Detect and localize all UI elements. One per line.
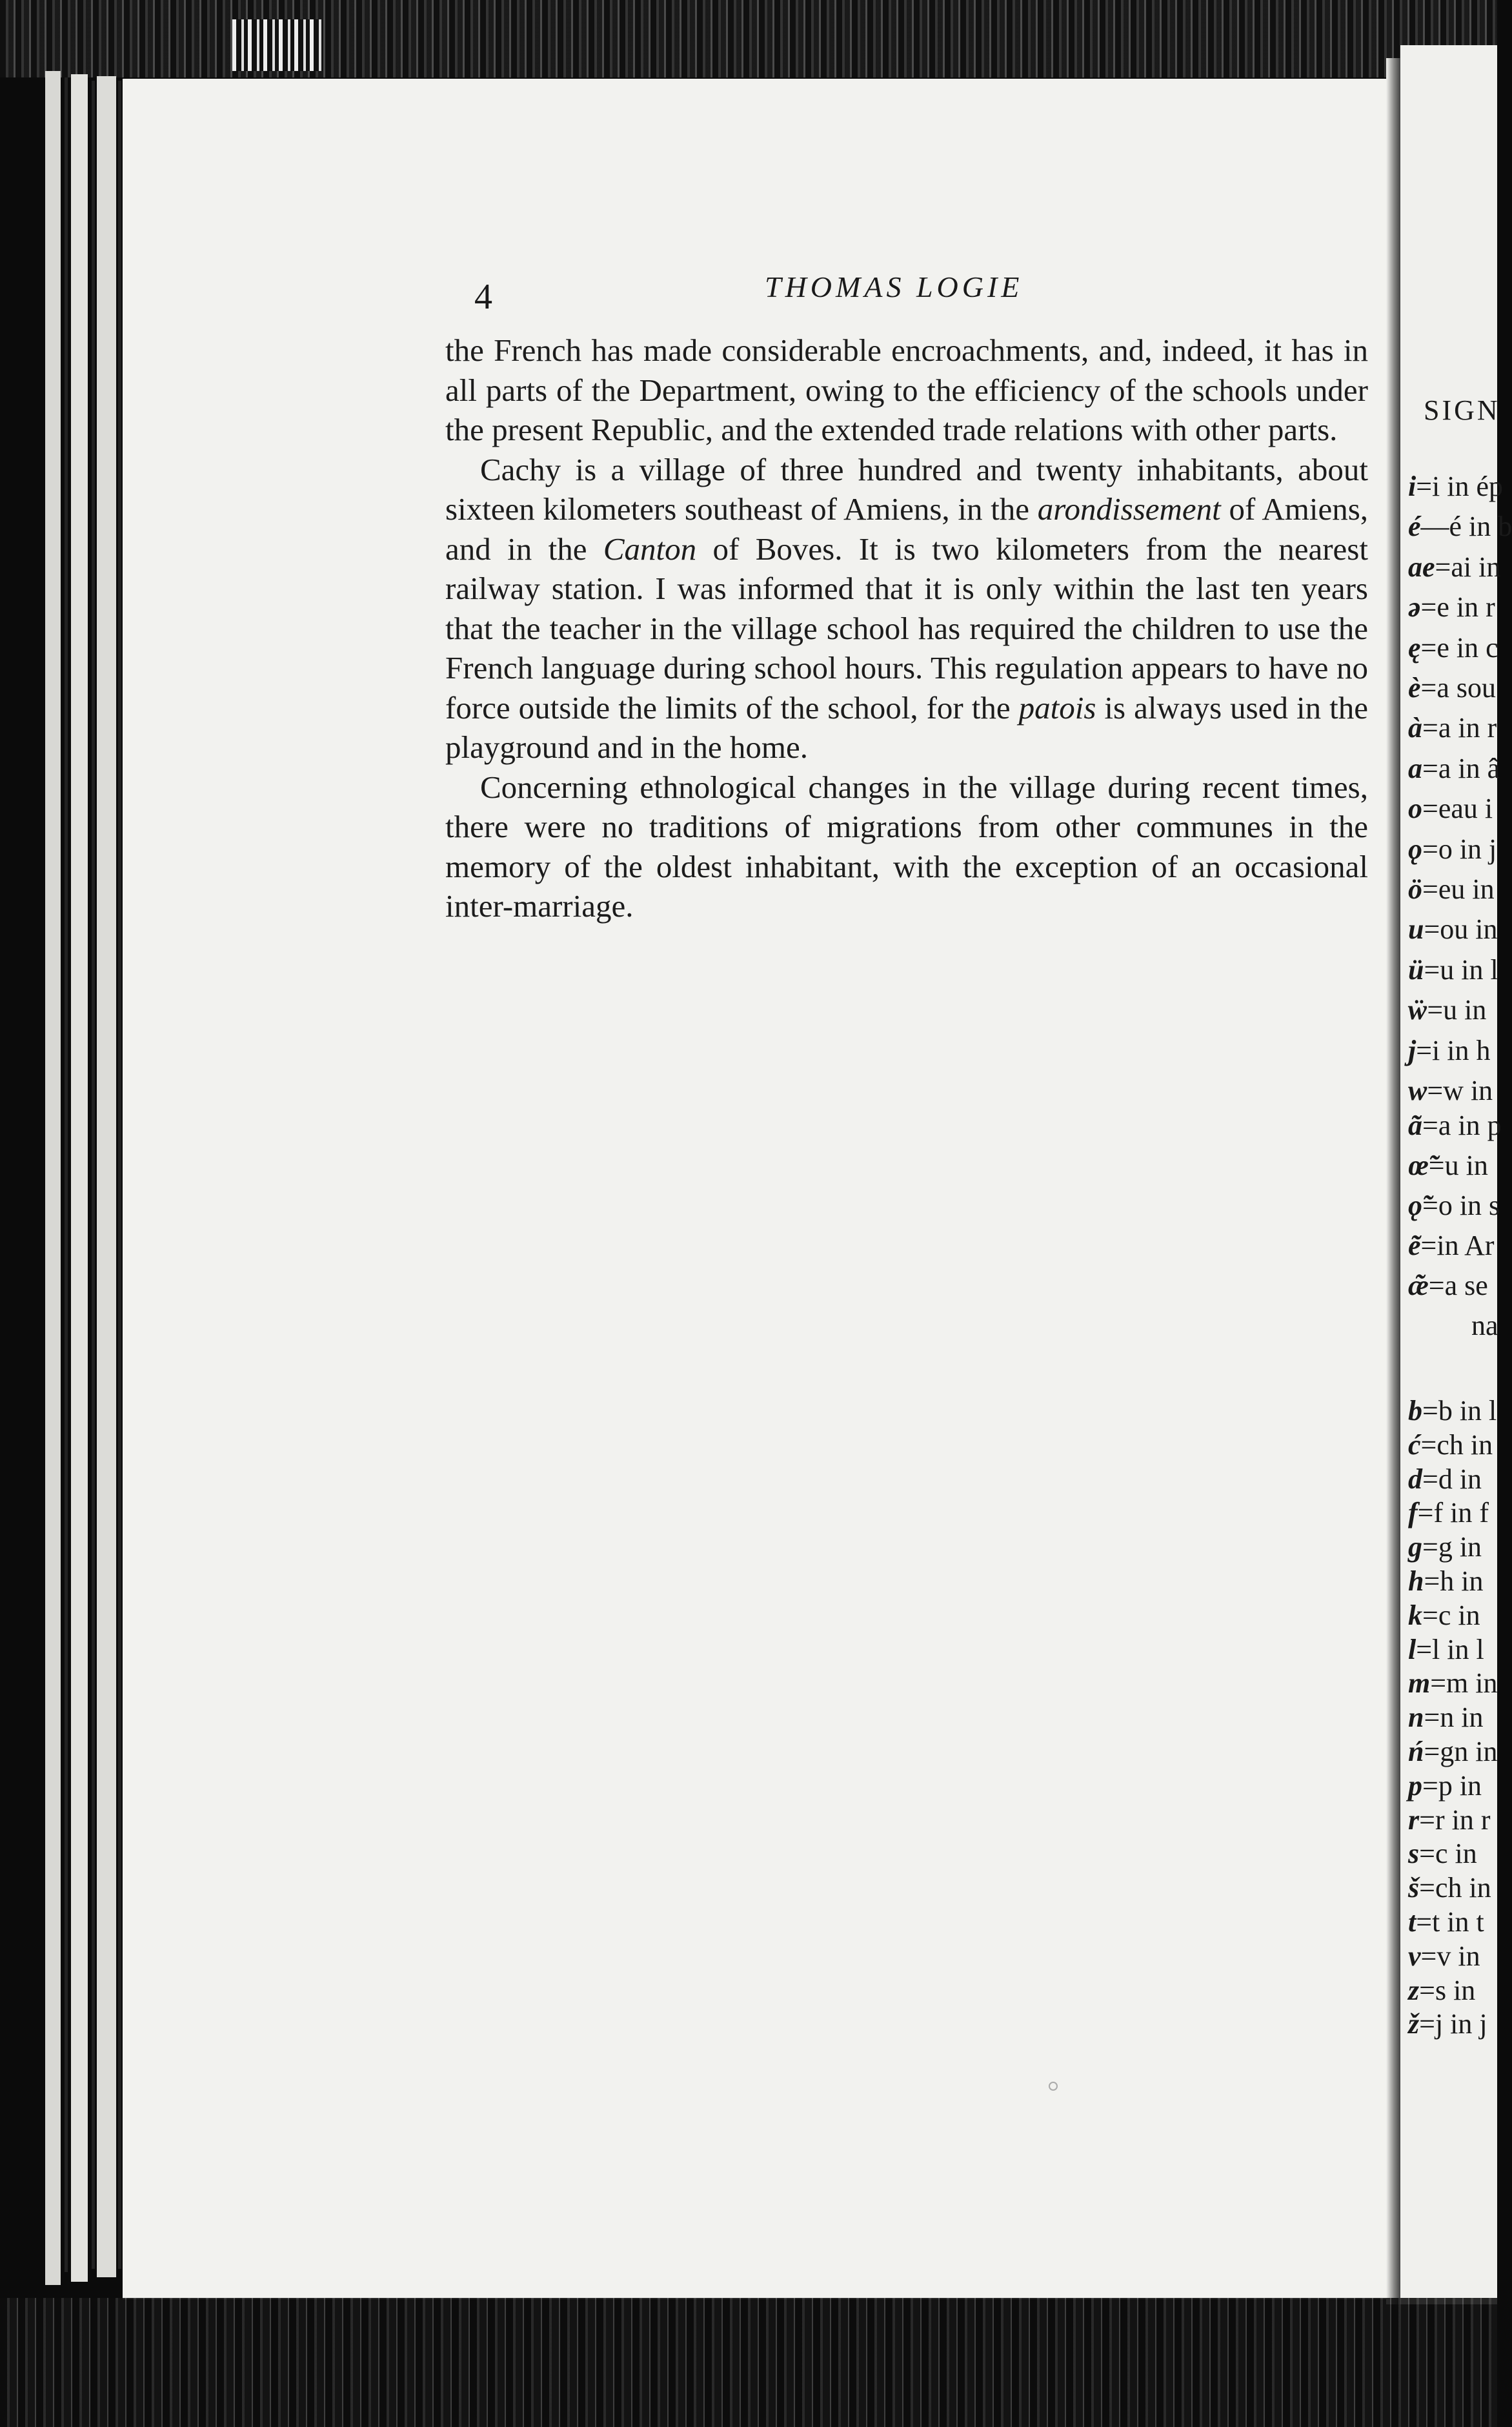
phonetic-sign: v (1408, 1940, 1421, 1972)
sign-row (1408, 1599, 1480, 1632)
sign-description: =a sou (1420, 672, 1496, 704)
sign-description: =s in (1419, 1974, 1476, 2006)
phonetic-sign: ń (1408, 1736, 1424, 1767)
facing-page-heading: SIGN (1424, 394, 1500, 426)
sign-row (1408, 993, 1486, 1026)
sign-row (1408, 873, 1495, 906)
sign-description: =v in (1420, 1940, 1480, 1972)
phonetic-sign: æ̃ (1408, 1270, 1429, 1301)
phonetic-sign: g (1408, 1531, 1422, 1563)
phonetic-sign: ã (1408, 1110, 1422, 1141)
phonetic-sign: ae (1408, 551, 1435, 583)
phonetic-sign: p (1408, 1769, 1422, 1802)
sign-description: =e in r (1420, 591, 1495, 624)
phonetic-sign: œ̃ (1408, 1150, 1429, 1181)
phonetic-sign: b (1408, 1395, 1422, 1427)
sign-row (1408, 1269, 1488, 1302)
phonetic-sign: ǫ̃ (1408, 1190, 1422, 1221)
phonetic-sign: m (1408, 1667, 1431, 1700)
sign-row (1408, 711, 1497, 744)
phonetic-sign: l (1408, 1633, 1416, 1665)
scanner-noise-bottom (0, 2298, 1497, 2427)
phonetic-sign: s (1408, 1838, 1420, 1870)
sign-description: =r in r (1419, 1803, 1491, 1836)
sign-description: =d in (1422, 1463, 1482, 1495)
sign-row (1408, 1463, 1482, 1496)
sign-description: =p in (1422, 1769, 1482, 1802)
phonetic-sign: ə (1408, 591, 1421, 624)
page-number: 4 (474, 277, 492, 317)
sign-description: =ou in (1424, 913, 1498, 946)
phonetic-sign: è (1408, 672, 1421, 704)
sign-row (1408, 2007, 1487, 2040)
sign-row (1408, 551, 1500, 584)
sign-row (1408, 833, 1497, 866)
phonetic-sign: ž (1408, 2008, 1420, 2040)
phonetic-sign: t (1408, 1906, 1416, 1938)
phonetic-sign: z (1408, 1974, 1420, 2006)
phonetic-sign: n (1408, 1701, 1424, 1734)
sign-description: =h in (1424, 1565, 1484, 1597)
paper-speck (1049, 2082, 1058, 2091)
phonetic-sign: ẅ (1408, 994, 1427, 1026)
sign-description: =n in (1424, 1701, 1484, 1734)
sign-row (1408, 1667, 1498, 1700)
page-edge (71, 74, 88, 2282)
italic-term: patois (1018, 689, 1096, 726)
scanner-noise-top (0, 0, 1497, 77)
phonetic-sign: h (1408, 1565, 1424, 1597)
phonetic-sign: a (1408, 752, 1422, 784)
facing-page (1400, 45, 1512, 2304)
sign-row (1408, 752, 1500, 785)
sign-description: =c in (1419, 1838, 1477, 1870)
book-gutter (1386, 58, 1402, 2304)
sign-description: =o in j (1422, 833, 1497, 865)
sign-row (1408, 913, 1498, 946)
sign-description: =i in h (1416, 1034, 1491, 1066)
phonetic-sign: š (1408, 1872, 1420, 1904)
sign-description: =e in c (1420, 631, 1498, 664)
page-edge (97, 76, 116, 2277)
phonetic-sign: ę (1408, 631, 1421, 664)
sign-row (1408, 792, 1493, 825)
sign-row (1408, 1803, 1490, 1836)
sign-description: =o in s (1422, 1190, 1500, 1221)
phonetic-sign: u (1408, 913, 1424, 946)
sign-row (1408, 631, 1498, 664)
phonetic-sign: ü (1408, 953, 1424, 986)
sign-description: =t in t (1416, 1906, 1484, 1938)
sign-row (1408, 1428, 1493, 1461)
sign-row (1408, 1871, 1491, 1904)
sign-row (1408, 1905, 1484, 1938)
sign-row (1408, 1735, 1498, 1768)
phonetic-sign: ö (1408, 873, 1422, 905)
sign-row (1408, 1837, 1477, 1870)
sign-description: =m in (1430, 1667, 1498, 1700)
running-head: THOMAS LOGIE (765, 270, 1023, 303)
sign-description: =u in l (1424, 953, 1498, 986)
sign-row (1408, 1149, 1488, 1182)
sign-row (1408, 1974, 1475, 2007)
sign-row (1408, 510, 1512, 543)
sign-row (1408, 1701, 1484, 1734)
phonetic-sign: r (1408, 1803, 1420, 1836)
phonetic-sign: j (1408, 1034, 1416, 1066)
sign-row (1408, 953, 1498, 986)
sign-row (1408, 1034, 1491, 1067)
paragraph: the French has made considerable encroachments, and, indeed, it has in all parts of the Department, owing to the efficiency of the schools under the present Republic, and the extended trade relations with other parts. (445, 332, 1368, 447)
sign-description: =a se (1428, 1270, 1488, 1301)
sign-description: =in Ar (1420, 1230, 1495, 1261)
barcode-strip (232, 19, 323, 71)
sign-description: =f in f (1417, 1497, 1489, 1529)
page-edge (45, 71, 61, 2285)
paragraph: Concerning ethnological changes in the village during recent times, there were no traditions of migrations from other communes in the memory of the oldest inhabitant, with the exception of an occasional inter-marriage. (445, 769, 1368, 924)
page-edge-shadow (65, 77, 68, 2272)
sign-description: =l in l (1416, 1633, 1484, 1665)
sign-description: =j in j (1419, 2008, 1487, 2040)
sign-description: =eau i (1422, 793, 1493, 825)
phonetic-sign: ć (1408, 1428, 1421, 1461)
sign-description: =u in (1427, 994, 1487, 1026)
sign-row (1408, 1530, 1482, 1563)
sign-description: =ch in (1420, 1428, 1493, 1461)
phonetic-sign: ẽ (1408, 1230, 1421, 1261)
phonetic-sign: f (1408, 1497, 1418, 1529)
phonetic-sign: d (1408, 1463, 1422, 1495)
sign-row (1471, 1309, 1498, 1342)
sign-row (1408, 1229, 1495, 1262)
sign-row (1408, 1074, 1493, 1107)
body-text (445, 330, 1368, 926)
sign-description: =c in (1422, 1599, 1480, 1631)
phonetic-sign: k (1408, 1599, 1422, 1631)
page-edge-shadow (92, 81, 95, 2269)
italic-term: arondissement (1037, 491, 1221, 527)
phonetic-sign: w (1408, 1075, 1427, 1106)
sign-description: =eu in (1422, 873, 1495, 905)
sign-row (1408, 1565, 1484, 1598)
sign-row (1408, 1394, 1497, 1427)
phonetic-sign: o (1408, 793, 1422, 825)
sign-description: =a in p (1422, 1110, 1502, 1141)
sign-description: —é in b (1420, 511, 1512, 543)
sign-description: =a in â (1422, 752, 1500, 784)
phonetic-sign: ǫ (1408, 833, 1422, 865)
sign-row (1408, 1109, 1502, 1142)
sign-row (1408, 1769, 1482, 1802)
sign-description: =g in (1422, 1531, 1482, 1563)
sign-row (1408, 1496, 1489, 1529)
sign-description: =w in (1427, 1075, 1493, 1106)
sign-row (1408, 1189, 1500, 1222)
sign-row (1408, 671, 1496, 704)
sign-description: =b in l (1422, 1395, 1497, 1427)
sign-description: =gn in (1424, 1736, 1498, 1767)
italic-term: Canton (603, 531, 697, 567)
sign-row (1408, 470, 1503, 503)
page-edge-shadow (118, 81, 121, 2269)
phonetic-sign: à (1408, 712, 1422, 744)
sign-description: na (1471, 1310, 1498, 1341)
phonetic-sign: i (1408, 471, 1416, 502)
sign-description: =i in ép (1416, 471, 1504, 502)
phonetic-sign: é (1408, 511, 1421, 543)
sign-description: =u in (1428, 1150, 1488, 1181)
sign-row (1408, 1633, 1484, 1666)
sign-description: =a in r (1422, 712, 1497, 744)
sign-description: =ai in (1435, 551, 1501, 583)
paragraph: Cachy is a village of three hundred and twenty inhabitants, about sixteen kilometers southeast of Amiens, in the arondissement of Amiens, and in the Canton of Boves. It is two kilometers from the nearest railway station. I was informed that it is only within the last ten years that the teacher in the village school has required the children to use the French language during school hours. This regulation appears to have no force outside the limits of the school, for the patois is always used in the playground and in the home. (445, 451, 1369, 765)
sign-row (1408, 591, 1495, 624)
sign-row (1408, 1940, 1480, 1973)
sign-description: =ch in (1419, 1872, 1491, 1904)
